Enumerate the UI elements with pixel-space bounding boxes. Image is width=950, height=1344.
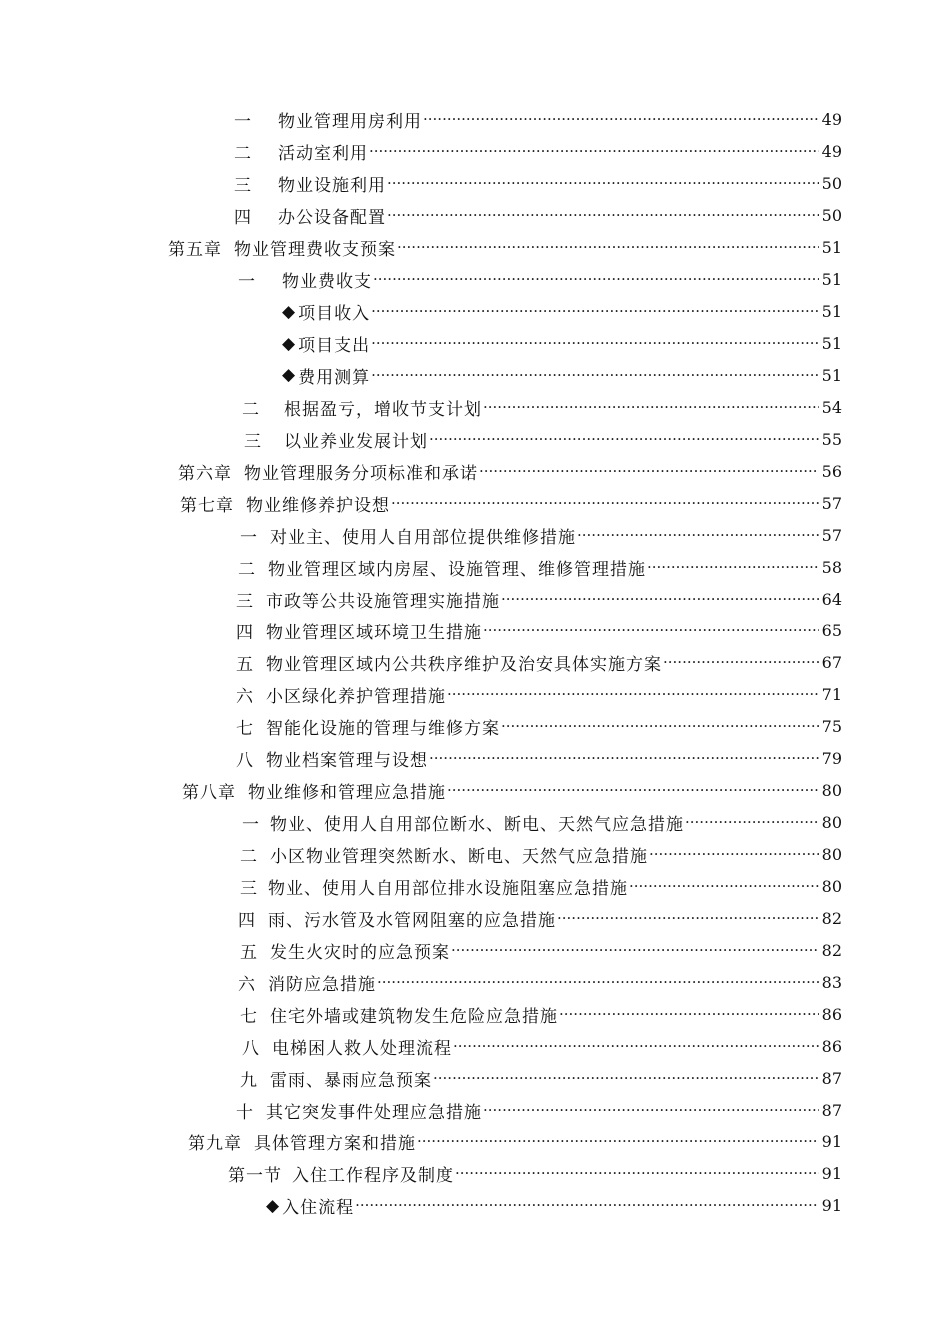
toc-entry-heading (236, 587, 500, 612)
toc-entry-title: 物业管理区域内房屋、设施管理、维修管理措施 (268, 559, 646, 580)
toc-entry-number: 八 (242, 1038, 260, 1059)
toc-leader-dots (577, 528, 819, 543)
toc-page-number: 80 (821, 876, 842, 896)
toc-entry-heading (178, 459, 478, 484)
toc-page-number: 57 (821, 525, 842, 545)
toc-page-number: 58 (821, 557, 842, 577)
toc-entry-heading (240, 1066, 432, 1091)
toc-entry-title: 物业管理区域内公共秩序维护及治安具体实施方案 (266, 655, 662, 676)
toc-leader-dots (423, 112, 819, 127)
toc-entry-title: 物业维修和管理应急措施 (248, 783, 446, 804)
toc-entry-number: 第七章 (180, 495, 234, 516)
toc-entry-heading (238, 555, 646, 580)
toc-entry-heading (282, 363, 370, 388)
toc-entry-title: 物业管理区域环境卫生措施 (266, 623, 482, 644)
toc-entry[interactable] (0, 679, 950, 711)
toc-entry[interactable] (0, 1126, 950, 1158)
toc-entry-number: 七 (236, 719, 254, 740)
toc-entry-heading (238, 970, 376, 995)
toc-page-number: 91 (821, 1196, 842, 1216)
toc-entry[interactable] (0, 487, 950, 519)
toc-entry-title: 物业设施利用 (278, 176, 386, 197)
toc-entry[interactable] (0, 200, 950, 232)
toc-entry[interactable] (0, 519, 950, 551)
toc-leader-dots (371, 304, 819, 319)
toc-entry-number: 四 (236, 623, 254, 644)
toc-entry-title: 以业养业发展计划 (284, 431, 428, 452)
toc-entry-heading (236, 618, 482, 643)
toc-entry-heading (242, 810, 684, 835)
toc-entry-number: 第六章 (178, 463, 232, 484)
toc-page-number: 54 (821, 397, 842, 417)
toc-page-number: 82 (821, 908, 842, 928)
toc-leader-dots (355, 1198, 819, 1213)
toc-page-number: 64 (821, 589, 842, 609)
toc-entry-title: 住宅外墙或建筑物发生危险应急措施 (270, 1006, 558, 1027)
toc-leader-dots (629, 879, 819, 894)
toc-leader-dots (417, 1134, 819, 1149)
toc-leader-dots (433, 1071, 819, 1086)
toc-entry-number: 三 (236, 591, 254, 612)
toc-entry-number: 八 (236, 751, 254, 772)
toc-entry[interactable] (0, 775, 950, 807)
toc-entry[interactable] (0, 136, 950, 168)
toc-page-number: 51 (821, 270, 842, 290)
diamond-bullet-icon: ◆ (282, 365, 297, 386)
toc-entry-number: 五 (240, 942, 258, 963)
toc-entry-heading (234, 171, 386, 196)
toc-entry[interactable] (0, 711, 950, 743)
toc-entry-title: 小区绿化养护管理措施 (266, 687, 446, 708)
toc-page-number: 55 (821, 429, 842, 449)
toc-entry[interactable] (0, 1030, 950, 1062)
toc-entry-heading (244, 427, 428, 452)
toc-entry-title: 消防应急措施 (268, 974, 376, 995)
toc-entry-number: 一 (238, 272, 256, 293)
toc-leader-dots (371, 336, 819, 351)
toc-leader-dots (501, 592, 819, 607)
toc-page-number: 83 (821, 972, 842, 992)
toc-entry-heading (242, 1034, 452, 1059)
toc-entry[interactable] (0, 1062, 950, 1094)
toc-entry-title: 入住流程 (282, 1198, 355, 1219)
toc-leader-dots (447, 687, 819, 702)
toc-entry-heading (234, 203, 386, 228)
toc-leader-dots (663, 655, 819, 670)
toc-entry[interactable] (0, 839, 950, 871)
toc-entry[interactable] (0, 391, 950, 423)
toc-leader-dots (455, 1166, 819, 1181)
toc-page-number: 49 (821, 142, 842, 162)
toc-entry-title: 物业管理服务分项标准和承诺 (244, 463, 478, 484)
toc-entry-heading (282, 299, 370, 324)
toc-entry-title: 根据盈亏，增收节支计划 (284, 399, 482, 420)
toc-entry-heading (182, 778, 446, 803)
toc-page-number: 80 (821, 845, 842, 865)
toc-entry-number: 二 (234, 144, 252, 165)
toc-entry-number: 一 (242, 815, 260, 836)
toc-page-number: 91 (821, 1164, 842, 1184)
toc-entry[interactable] (0, 1190, 950, 1222)
toc-entry-title: 物业、使用人自用部位断水、断电、天然气应急措施 (270, 815, 684, 836)
toc-entry-heading (234, 107, 422, 132)
toc-entry-number: 七 (240, 1006, 258, 1027)
toc-entry-title: 雨、污水管及水管网阻塞的应急措施 (268, 910, 556, 931)
toc-entry-heading (282, 331, 370, 356)
toc-page-number: 51 (821, 365, 842, 385)
toc-entry-number: 第九章 (188, 1134, 242, 1155)
toc-entry-heading (188, 1129, 416, 1154)
toc-entry-title: 物业维修养护设想 (246, 495, 390, 516)
toc-leader-dots (377, 975, 819, 990)
toc-leader-dots (391, 496, 819, 511)
toc-entry-number: 二 (238, 559, 256, 580)
toc-entry-number: 四 (234, 208, 252, 229)
toc-entry-title: 其它突发事件处理应急措施 (266, 1102, 482, 1123)
toc-leader-dots (501, 719, 819, 734)
toc-entry-title: 办公设备配置 (278, 208, 386, 229)
toc-entry-number: 九 (240, 1070, 258, 1091)
toc-entry-heading (266, 1193, 354, 1218)
toc-page-number: 51 (821, 334, 842, 354)
toc-entry-heading (242, 395, 482, 420)
toc-entry-number: 第五章 (168, 240, 222, 261)
toc-page-number: 80 (821, 813, 842, 833)
toc-entry-title: 物业管理费收支预案 (234, 240, 396, 261)
toc-entry-title: 物业管理用房利用 (278, 112, 422, 133)
toc-leader-dots (483, 400, 819, 415)
toc-entry-number: 六 (236, 687, 254, 708)
toc-entry[interactable] (0, 966, 950, 998)
toc-entry-heading (238, 906, 556, 931)
toc-page-number: 87 (821, 1068, 842, 1088)
toc-entry[interactable] (0, 423, 950, 455)
toc-entry[interactable] (0, 615, 950, 647)
toc-entry-heading (240, 1002, 558, 1027)
toc-page-number: 57 (821, 493, 842, 513)
toc-entry-heading (236, 682, 446, 707)
toc-entry-title: 入住工作程序及制度 (292, 1166, 454, 1187)
toc-leader-dots (453, 1039, 819, 1054)
toc-leader-dots (479, 464, 819, 479)
toc-leader-dots (387, 208, 819, 223)
toc-entry[interactable] (0, 807, 950, 839)
toc-entry-heading (238, 267, 372, 292)
toc-entry-number: 一 (240, 527, 258, 548)
toc-entry-number: 十 (236, 1102, 254, 1123)
toc-leader-dots (483, 623, 819, 638)
toc-entry-heading (180, 491, 390, 516)
toc-entry[interactable] (0, 455, 950, 487)
toc-entry-number: 五 (236, 655, 254, 676)
toc-entry-number: 第一节 (228, 1166, 282, 1187)
toc-leader-dots (371, 368, 819, 383)
toc-leader-dots (369, 144, 819, 159)
toc-entry-number: 一 (234, 112, 252, 133)
toc-entry[interactable] (0, 232, 950, 264)
toc-entry-number: 六 (238, 974, 256, 995)
toc-leader-dots (429, 751, 819, 766)
toc-leader-dots (557, 911, 819, 926)
toc-entry-title: 活动室利用 (278, 144, 368, 165)
toc-leader-dots (429, 432, 819, 447)
toc-page-number: 91 (821, 1132, 842, 1152)
toc-entry[interactable] (0, 871, 950, 903)
toc-leader-dots (387, 176, 819, 191)
toc-entry[interactable] (0, 264, 950, 296)
toc-entry-title: 电梯困人救人处理流程 (272, 1038, 452, 1059)
toc-leader-dots (447, 783, 819, 798)
toc-entry[interactable] (0, 168, 950, 200)
toc-entry-number: 二 (242, 399, 260, 420)
toc-entry[interactable] (0, 647, 950, 679)
toc-page-number: 71 (821, 685, 842, 705)
toc-entry-title: 物业、使用人自用部位排水设施阻塞应急措施 (268, 878, 628, 899)
toc-entry[interactable] (0, 934, 950, 966)
toc-page-number: 65 (821, 621, 842, 641)
toc-entry[interactable] (0, 551, 950, 583)
toc-entry-heading (240, 874, 628, 899)
toc-entry[interactable] (0, 998, 950, 1030)
toc-entry-heading (240, 938, 450, 963)
toc-page-number: 50 (821, 206, 842, 226)
diamond-bullet-icon: ◆ (266, 1195, 281, 1216)
toc-page-number: 51 (821, 238, 842, 258)
toc-leader-dots (649, 847, 819, 862)
toc-page-number: 87 (821, 1100, 842, 1120)
toc-page-number: 80 (821, 781, 842, 801)
toc-entry-heading (236, 714, 500, 739)
toc-page-number: 51 (821, 302, 842, 322)
toc-page-number: 79 (821, 749, 842, 769)
toc-entry-title: 对业主、使用人自用部位提供维修措施 (270, 527, 576, 548)
toc-entry-heading (240, 523, 576, 548)
toc-entry[interactable] (0, 104, 950, 136)
toc-entry-title: 雷雨、暴雨应急预案 (270, 1070, 432, 1091)
toc-entry-title: 市政等公共设施管理实施措施 (266, 591, 500, 612)
toc-entry[interactable] (0, 360, 950, 392)
toc-leader-dots (483, 1103, 819, 1118)
toc-page-number: 50 (821, 174, 842, 194)
toc-entry-number: 三 (244, 431, 262, 452)
toc-entry-title: 发生火灾时的应急预案 (270, 942, 450, 963)
diamond-bullet-icon: ◆ (282, 301, 297, 322)
toc-leader-dots (647, 560, 819, 575)
toc-entry[interactable] (0, 1158, 950, 1190)
toc-entry-heading (236, 650, 662, 675)
table-of-contents (0, 104, 950, 1222)
diamond-bullet-icon: ◆ (282, 333, 297, 354)
toc-entry-heading (236, 1098, 482, 1123)
toc-entry-number: 第八章 (182, 783, 236, 804)
toc-leader-dots (451, 943, 819, 958)
toc-page-number: 82 (821, 940, 842, 960)
toc-entry-heading (234, 139, 368, 164)
toc-entry[interactable] (0, 296, 950, 328)
toc-entry-title: 项目收入 (298, 304, 371, 325)
toc-entry-title: 具体管理方案和措施 (254, 1134, 416, 1155)
toc-entry-title: 费用测算 (298, 367, 371, 388)
toc-entry-title: 物业档案管理与设想 (266, 751, 428, 772)
toc-entry-number: 三 (234, 176, 252, 197)
toc-entry-number: 三 (240, 878, 258, 899)
toc-page-number: 75 (821, 717, 842, 737)
toc-entry[interactable] (0, 1094, 950, 1126)
toc-page-number: 86 (821, 1036, 842, 1056)
toc-entry-number: 二 (240, 847, 258, 868)
toc-entry[interactable] (0, 583, 950, 615)
toc-entry[interactable] (0, 902, 950, 934)
toc-page-number: 56 (821, 461, 842, 481)
toc-entry-title: 智能化设施的管理与维修方案 (266, 719, 500, 740)
toc-leader-dots (685, 815, 819, 830)
toc-entry-title: 项目支出 (298, 336, 371, 357)
toc-entry-heading (236, 746, 428, 771)
toc-entry-title: 物业费收支 (282, 272, 372, 293)
toc-entry-heading (168, 235, 396, 260)
toc-entry-number: 四 (238, 910, 256, 931)
toc-leader-dots (397, 240, 819, 255)
toc-entry[interactable] (0, 743, 950, 775)
toc-entry-title: 小区物业管理突然断水、断电、天然气应急措施 (270, 847, 648, 868)
toc-page-number: 67 (821, 653, 842, 673)
toc-page-number: 86 (821, 1004, 842, 1024)
toc-page-number: 49 (821, 110, 842, 130)
toc-entry-heading (228, 1161, 454, 1186)
toc-leader-dots (373, 272, 819, 287)
toc-leader-dots (559, 1007, 819, 1022)
toc-entry[interactable] (0, 328, 950, 360)
toc-entry-heading (240, 842, 648, 867)
